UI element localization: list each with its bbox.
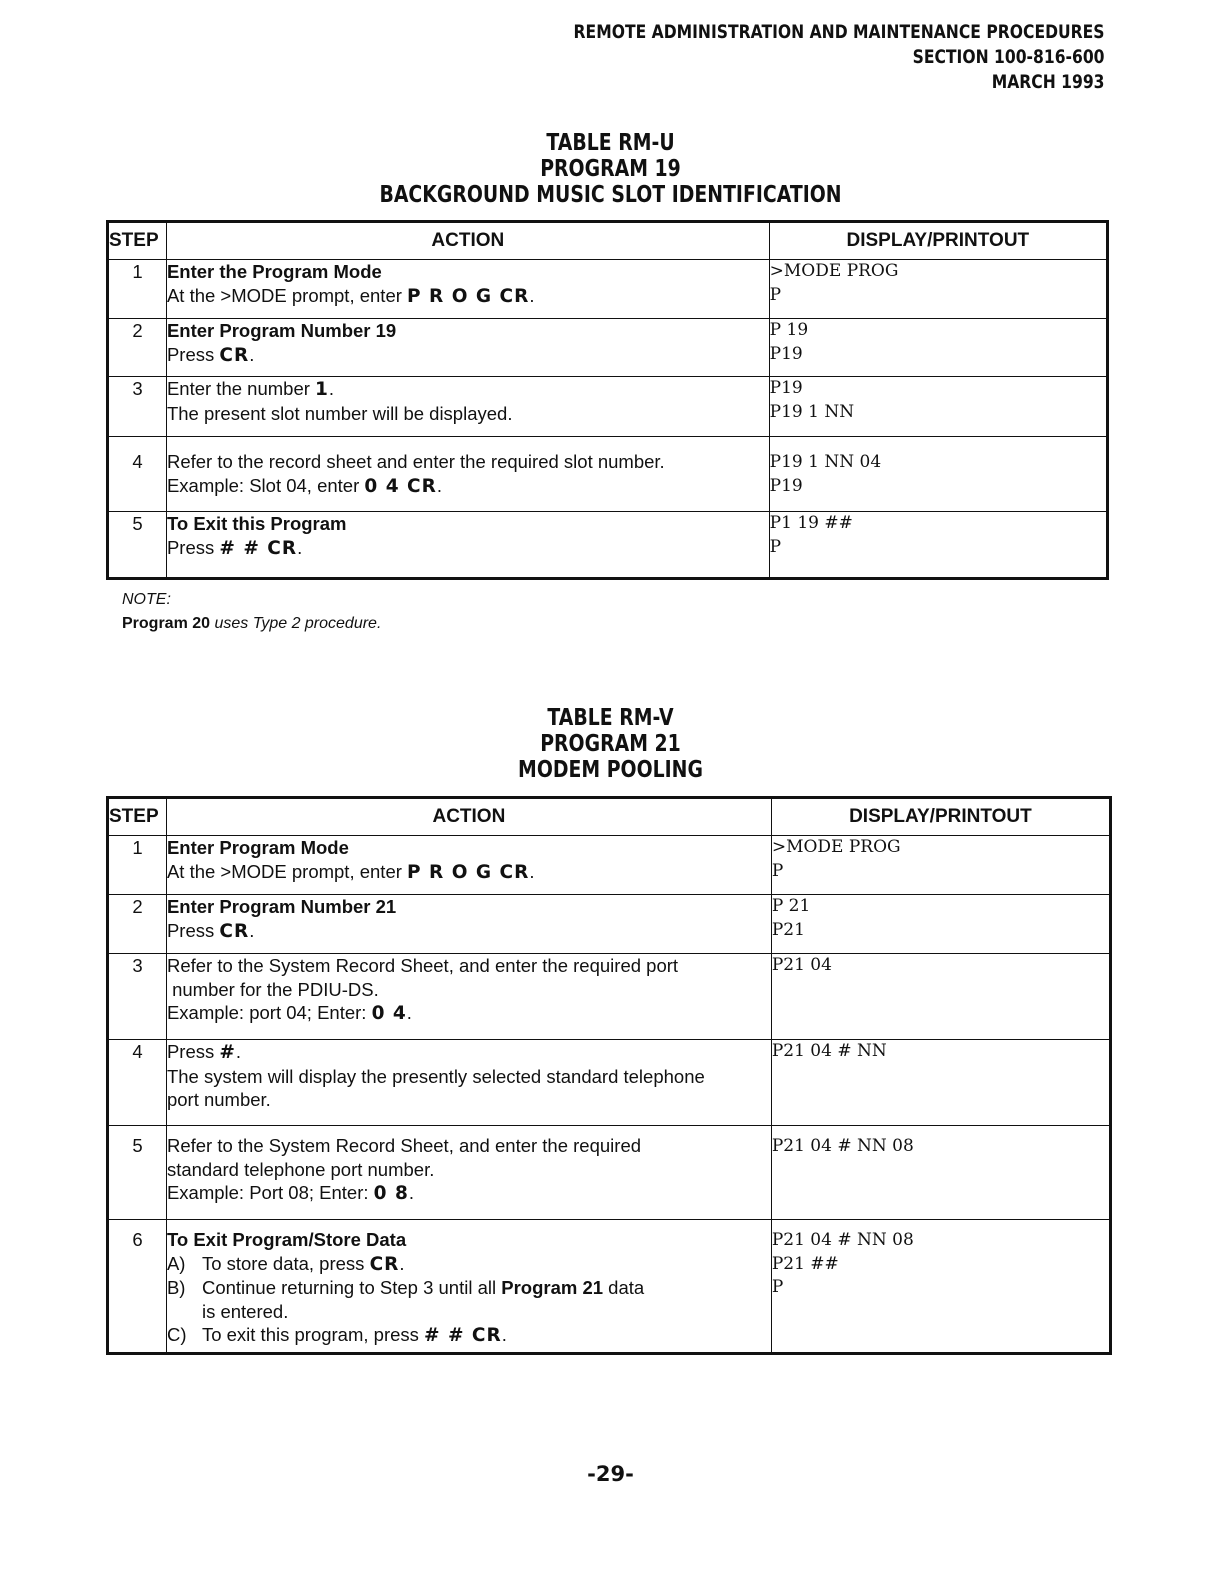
table-row <box>108 437 1108 512</box>
key-sequence: # # CR <box>424 1325 502 1346</box>
header-section: SECTION 100-816-600 <box>913 46 1105 68</box>
note-program: Program 20 <box>122 615 211 632</box>
display-line: P21 04 # NN <box>771 1041 887 1061</box>
display-cell <box>771 1220 1110 1354</box>
display-line: P21 04 <box>771 955 832 975</box>
step-number: 5 <box>108 1126 167 1220</box>
table-u-title-line2: PROGRAM 19 <box>540 156 681 182</box>
action-line <box>167 1181 771 1206</box>
substep-label: C) <box>166 1324 187 1345</box>
key-sequence: CR <box>219 920 250 942</box>
key-sequence: 0 4 CR <box>364 475 437 497</box>
display-line: P19 <box>769 378 803 398</box>
display-cell <box>769 512 1107 579</box>
display-cell <box>769 437 1107 512</box>
action-text: To exit this program, press <box>201 1324 425 1345</box>
step-number: 2 <box>108 895 167 954</box>
action-text: . <box>436 474 442 496</box>
action-line <box>167 1040 771 1065</box>
action-text: Press <box>166 1041 220 1062</box>
page-number: -29- <box>587 1462 634 1486</box>
action-text: is entered. <box>201 1300 289 1322</box>
action-cell <box>166 260 769 319</box>
action-line: port number. <box>166 1089 271 1110</box>
action-text: . <box>249 343 255 365</box>
table-rm-v <box>106 796 1112 1355</box>
header-date: MARCH 1993 <box>992 71 1105 93</box>
action-text: . <box>501 1324 507 1345</box>
display-line: >MODE PROG <box>769 261 899 281</box>
action-line: Refer to the record sheet and enter the required slot number. <box>166 451 665 472</box>
note-text <box>122 612 381 636</box>
step-number: 3 <box>108 377 167 437</box>
substep-c <box>167 1323 771 1348</box>
action-line <box>167 474 769 499</box>
display-line: P <box>771 860 784 881</box>
action-heading: To Exit Program/Store Data <box>166 1229 407 1250</box>
program-ref: Program 21 <box>501 1277 604 1298</box>
note-body: uses Type 2 procedure. <box>210 615 382 632</box>
action-text: Example: port 04; Enter: <box>166 1002 372 1023</box>
action-line: Refer to the System Record Sheet, and enter the required port <box>166 955 679 976</box>
display-cell <box>769 377 1107 437</box>
action-cell <box>166 377 769 437</box>
table-row <box>108 1220 1111 1354</box>
col-display-header: DISPLAY/PRINTOUT <box>771 798 1110 836</box>
col-step-header: STEP <box>108 798 167 836</box>
document-header <box>574 20 1105 95</box>
action-heading: Enter Program Mode <box>166 837 349 858</box>
action-cell <box>166 319 769 377</box>
action-text: Press <box>166 536 220 558</box>
display-cell <box>769 319 1107 377</box>
action-line: The present slot number will be displayed. <box>166 402 513 424</box>
display-cell <box>771 954 1110 1040</box>
display-line: P 21 <box>771 896 811 916</box>
table-u-title <box>0 130 1221 208</box>
display-line: P21 ## <box>771 1253 839 1274</box>
note <box>122 588 381 636</box>
step-number: 1 <box>108 260 167 319</box>
display-line: P 19 <box>769 320 809 340</box>
table-header-row <box>108 222 1108 260</box>
display-cell <box>771 895 1110 954</box>
key-sequence: # # CR <box>219 537 298 559</box>
table-row <box>108 512 1108 579</box>
action-cell <box>166 1126 771 1220</box>
table-row <box>108 895 1111 954</box>
table-row <box>108 954 1111 1040</box>
action-heading: Enter Program Number 21 <box>166 896 397 917</box>
table-v-title <box>0 705 1221 783</box>
display-line: P <box>769 536 782 557</box>
action-text: . <box>408 1182 414 1203</box>
key-sequence: 1 <box>315 379 329 400</box>
substep-text <box>202 1276 644 1323</box>
note-label: NOTE: <box>122 591 171 608</box>
key-sequence: P R O G CR <box>407 285 530 307</box>
action-text: data <box>603 1277 645 1298</box>
action-text: . <box>399 1252 405 1274</box>
display-cell <box>771 836 1110 895</box>
step-number: 2 <box>108 319 167 377</box>
display-line: >MODE PROG <box>771 837 901 857</box>
col-action-header: ACTION <box>166 222 769 260</box>
action-text: . <box>235 1041 242 1062</box>
key-sequence: CR <box>219 344 250 366</box>
table-u-title-line1: TABLE RM-U <box>546 130 675 156</box>
table-v-title-line3: MODEM POOLING <box>518 757 703 783</box>
col-display-header: DISPLAY/PRINTOUT <box>769 222 1107 260</box>
substep-label: B) <box>166 1277 186 1298</box>
display-cell <box>771 1126 1110 1220</box>
display-line: P21 04 # NN 08 <box>771 1230 914 1250</box>
display-cell <box>769 260 1107 319</box>
table-row <box>108 319 1108 377</box>
action-text: Press <box>166 919 220 941</box>
action-text: . <box>249 919 255 941</box>
action-line: The system will display the presently selected standard telephone <box>166 1065 705 1087</box>
action-line <box>167 536 769 561</box>
action-text: At the >MODE prompt, enter <box>166 860 408 882</box>
action-text: . <box>297 536 303 558</box>
action-text: Example: Port 08; Enter: <box>166 1182 374 1203</box>
display-line: P19 <box>769 475 803 496</box>
action-line <box>167 919 771 944</box>
step-number: 3 <box>108 954 167 1040</box>
action-text: . <box>529 284 535 306</box>
action-line <box>167 284 769 309</box>
table-row <box>108 1126 1111 1220</box>
substep-text <box>202 1323 507 1348</box>
action-line <box>167 377 769 402</box>
display-line: P21 <box>771 919 805 940</box>
display-line: P19 <box>769 343 803 364</box>
action-line: standard telephone port number. <box>166 1158 435 1180</box>
table-row <box>108 260 1108 319</box>
action-text: At the >MODE prompt, enter <box>166 284 408 306</box>
step-number: 4 <box>108 437 167 512</box>
table-rm-u <box>106 220 1109 580</box>
action-cell <box>166 895 771 954</box>
display-line: P19 1 NN 04 <box>769 452 882 472</box>
step-number: 4 <box>108 1040 167 1126</box>
action-cell <box>166 1040 771 1126</box>
table-row <box>108 1040 1111 1126</box>
display-cell <box>771 1040 1110 1126</box>
action-text: . <box>529 860 535 882</box>
key-sequence: 0 8 <box>373 1183 409 1204</box>
action-text: Continue returning to Step 3 until all <box>201 1277 502 1298</box>
action-cell <box>166 1220 771 1354</box>
substep-b <box>167 1276 771 1323</box>
action-text: Example: Slot 04, enter <box>166 474 365 496</box>
display-line: P <box>771 1277 784 1297</box>
step-number: 1 <box>108 836 167 895</box>
action-cell <box>166 954 771 1040</box>
action-heading: Enter the Program Mode <box>166 261 382 282</box>
display-line: P <box>769 284 782 305</box>
action-line: number for the PDIU-DS. <box>166 978 379 1000</box>
action-text: . <box>328 378 335 399</box>
step-number: 5 <box>108 512 167 579</box>
action-heading: To Exit this Program <box>166 513 347 534</box>
action-line <box>167 1001 771 1026</box>
substep-label: A) <box>166 1252 186 1274</box>
key-sequence: CR <box>369 1253 400 1275</box>
action-text: Press <box>166 343 220 365</box>
display-line: P21 04 # NN 08 <box>771 1136 914 1156</box>
col-step-header: STEP <box>108 222 167 260</box>
action-line <box>167 860 771 885</box>
key-sequence: 0 4 <box>371 1003 407 1024</box>
key-sequence: # <box>219 1042 236 1063</box>
action-cell <box>166 512 769 579</box>
substep-text <box>202 1252 405 1277</box>
display-line: P1 19 ## <box>769 513 853 533</box>
action-text: Enter the number <box>166 378 316 399</box>
table-u-title-line3: BACKGROUND MUSIC SLOT IDENTIFICATION <box>379 182 842 208</box>
display-line: P19 1 NN <box>769 401 855 422</box>
table-header-row <box>108 798 1111 836</box>
table-v-title-line1: TABLE RM-V <box>547 705 674 731</box>
substep-a <box>167 1252 771 1277</box>
action-line <box>167 343 769 368</box>
action-cell <box>166 836 771 895</box>
action-text: . <box>406 1002 412 1023</box>
header-title: REMOTE ADMINISTRATION AND MAINTENANCE PROCEDURES <box>574 21 1105 43</box>
step-number: 6 <box>108 1220 167 1354</box>
action-line: Refer to the System Record Sheet, and enter the required <box>166 1135 642 1156</box>
key-sequence: P R O G CR <box>407 861 530 883</box>
action-text: To store data, press <box>201 1252 370 1274</box>
table-v-title-line2: PROGRAM 21 <box>540 731 681 757</box>
action-cell <box>166 437 769 512</box>
col-action-header: ACTION <box>166 798 771 836</box>
action-heading: Enter Program Number 19 <box>166 320 397 341</box>
table-row <box>108 836 1111 895</box>
table-row <box>108 377 1108 437</box>
